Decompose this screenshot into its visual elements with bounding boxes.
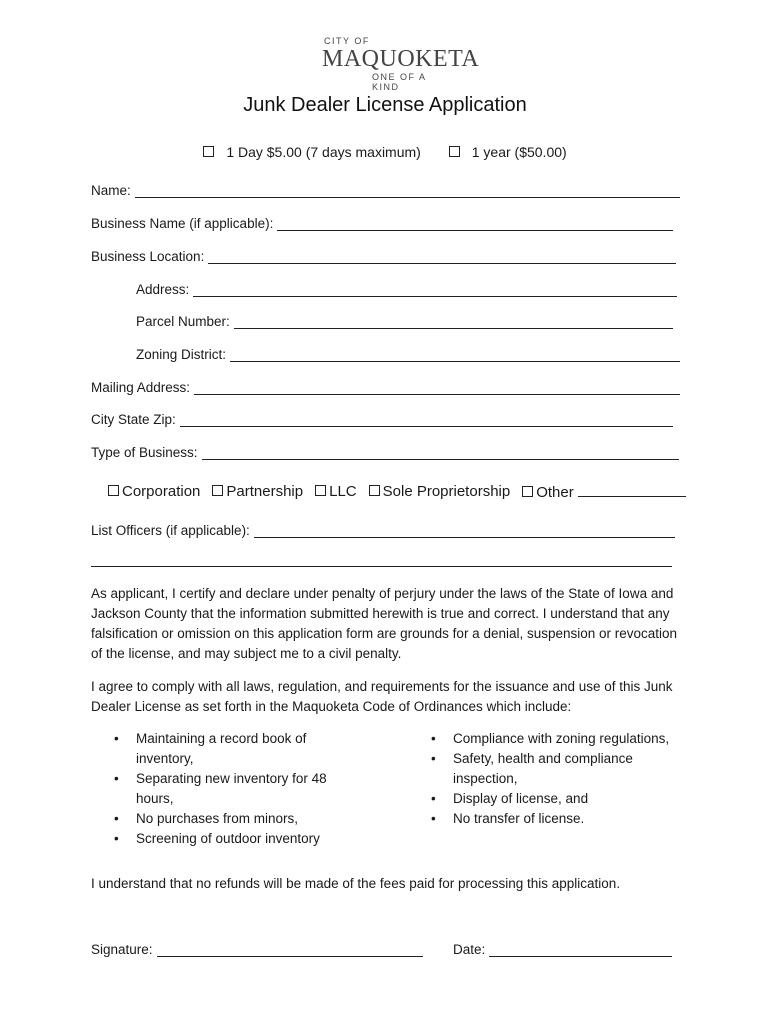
- city-state-zip-line[interactable]: [180, 412, 673, 427]
- list-item: • No purchases from minors,: [114, 809, 354, 829]
- signature-field[interactable]: [91, 939, 423, 957]
- list-officers-line[interactable]: [254, 523, 675, 538]
- list-item: • Safety, health and compliance inspection,: [431, 749, 681, 789]
- fee-day-label: 1 Day $5.00 (7 days maximum): [226, 144, 421, 160]
- fee-year-label: 1 year ($50.00): [471, 144, 567, 160]
- officers-extra-line[interactable]: [91, 566, 672, 567]
- business-location-label: Business Location:: [91, 249, 205, 264]
- other-line[interactable]: [578, 482, 686, 497]
- parcel-number-label: Parcel Number:: [136, 314, 230, 329]
- fee-options: [0, 144, 770, 160]
- corporation-label: Corporation: [122, 483, 201, 500]
- date-field[interactable]: [453, 939, 672, 957]
- checkbox-llc[interactable]: [315, 485, 326, 496]
- name-line[interactable]: [135, 183, 680, 198]
- business-name-label: Business Name (if applicable):: [91, 216, 274, 231]
- requirements-list-left: [114, 729, 354, 849]
- type-of-business-field[interactable]: [91, 442, 679, 460]
- mailing-address-line[interactable]: [194, 380, 680, 395]
- option-partnership[interactable]: [212, 483, 303, 500]
- business-location-line[interactable]: [208, 249, 676, 264]
- business-location-field[interactable]: [91, 246, 676, 264]
- checkbox-day[interactable]: [203, 146, 214, 157]
- signature-line[interactable]: [157, 942, 423, 957]
- sole-proprietorship-label: Sole Proprietorship: [382, 483, 511, 500]
- option-other[interactable]: [522, 482, 686, 501]
- page-title: Junk Dealer License Application: [243, 94, 527, 116]
- business-name-field[interactable]: [91, 213, 673, 231]
- requirements-list-right: [431, 729, 681, 829]
- option-corporation[interactable]: [108, 483, 200, 500]
- zoning-district-label: Zoning District:: [136, 347, 227, 362]
- zoning-district-line[interactable]: [230, 347, 680, 362]
- other-label: Other: [536, 484, 574, 501]
- checkbox-year[interactable]: [449, 146, 460, 157]
- list-item: • No transfer of license.: [431, 809, 681, 829]
- option-sole-proprietorship[interactable]: [369, 483, 511, 500]
- fee-option-day[interactable]: [197, 144, 427, 160]
- logo-city-of: CITY OF: [324, 36, 370, 46]
- certify-paragraph: As applicant, I certify and declare under penalty of perjury under the laws of the State of Iowa and Jackson County that the information submitted herewith is true and correct. I understand that any falsification or omission on this application form are grounds for a denial, suspension or revocation of the license, and may subject me to a civil penalty.: [91, 586, 678, 661]
- checkbox-sole-proprietorship[interactable]: [369, 485, 380, 496]
- list-item: • Compliance with zoning regulations,: [431, 729, 681, 749]
- list-item: • Separating new inventory for 48 hours,: [114, 769, 354, 809]
- list-officers-label: List Officers (if applicable):: [91, 523, 250, 538]
- agree-paragraph: I agree to comply with all laws, regulation, and requirements for the issuance and use of this Junk Dealer License as set forth in the Maquoketa Code of Ordinances which include:: [91, 679, 673, 714]
- type-of-business-line[interactable]: [202, 445, 679, 460]
- city-state-zip-label: City State Zip:: [91, 412, 176, 427]
- zoning-district-field[interactable]: [136, 344, 680, 362]
- mailing-address-field[interactable]: [91, 377, 680, 395]
- mailing-address-label: Mailing Address:: [91, 380, 191, 395]
- business-type-options: [108, 482, 686, 501]
- address-label: Address:: [136, 282, 190, 297]
- business-name-line[interactable]: [277, 216, 673, 231]
- llc-label: LLC: [329, 483, 357, 500]
- logo-tagline: ONE OF A KIND: [372, 72, 427, 92]
- parcel-number-field[interactable]: [136, 311, 673, 329]
- signature-label: Signature:: [91, 942, 153, 957]
- name-label: Name:: [91, 183, 131, 198]
- address-line[interactable]: [193, 282, 677, 297]
- list-item: • Maintaining a record book of inventory,: [114, 729, 354, 769]
- option-llc[interactable]: [315, 483, 357, 500]
- address-field[interactable]: [136, 279, 677, 297]
- checkbox-other[interactable]: [522, 486, 533, 497]
- checkbox-partnership[interactable]: [212, 485, 223, 496]
- parcel-number-line[interactable]: [234, 314, 673, 329]
- list-officers-field[interactable]: [91, 520, 675, 538]
- logo-name: MAQUOKETA: [322, 46, 480, 72]
- date-label: Date:: [453, 942, 486, 957]
- date-line[interactable]: [489, 942, 672, 957]
- name-field[interactable]: [91, 180, 680, 198]
- city-logo: [322, 36, 480, 92]
- partnership-label: Partnership: [226, 483, 304, 500]
- list-item: • Screening of outdoor inventory: [114, 829, 354, 849]
- checkbox-corporation[interactable]: [108, 485, 119, 496]
- list-item: • Display of license, and: [431, 789, 681, 809]
- refund-paragraph: I understand that no refunds will be made of the fees paid for processing this application.: [91, 876, 621, 891]
- type-of-business-label: Type of Business:: [91, 445, 198, 460]
- fee-option-year[interactable]: [443, 144, 573, 160]
- city-state-zip-field[interactable]: [91, 409, 673, 427]
